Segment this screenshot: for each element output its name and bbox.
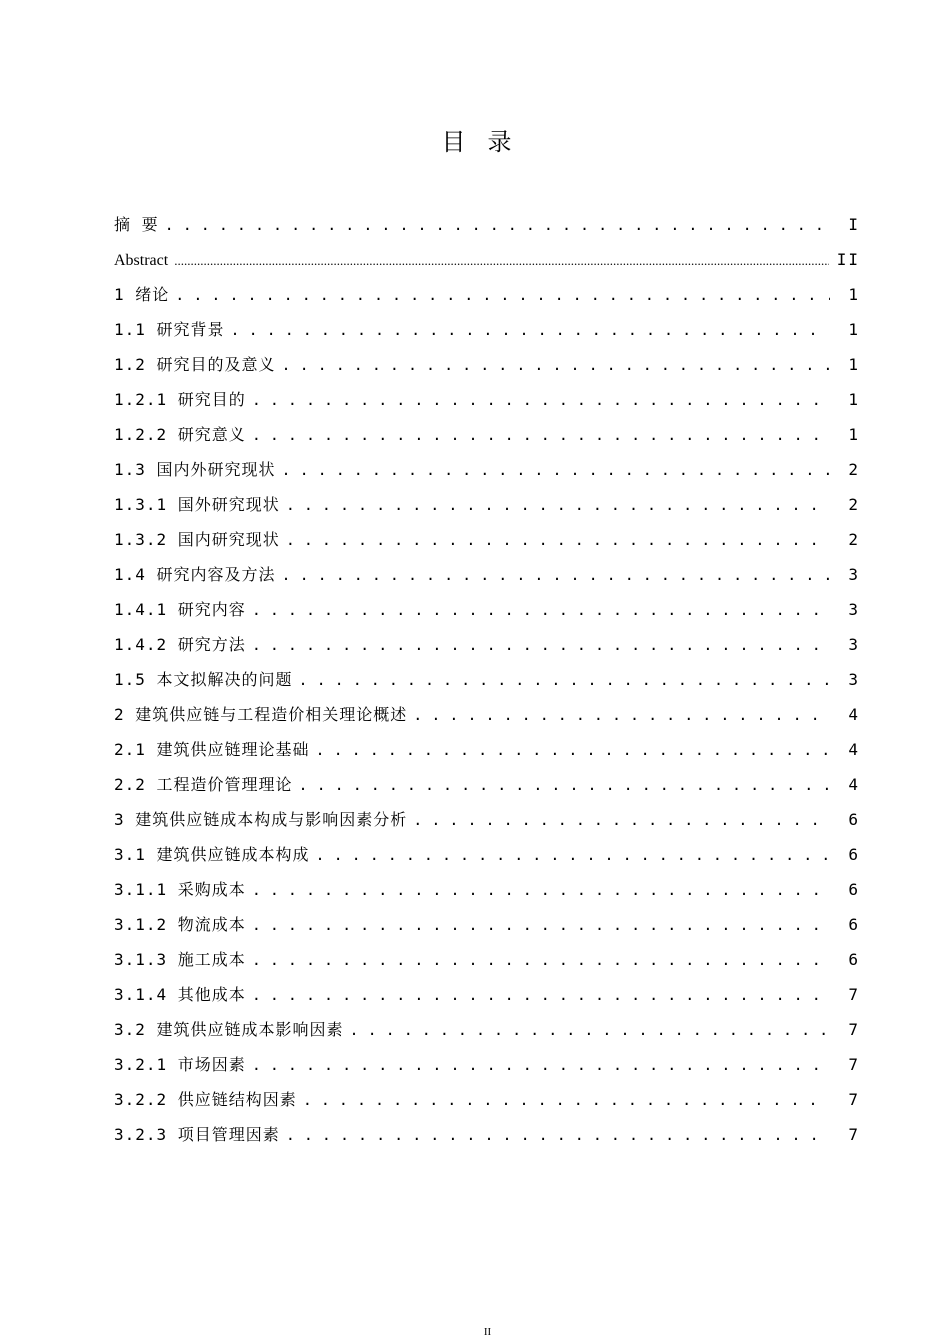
toc-entry-label: 1.3.2 国内研究现状	[114, 530, 280, 549]
toc-entry-label: Abstract	[114, 252, 169, 269]
toc-entry-label: 3.1.2 物流成本	[114, 915, 246, 934]
toc-dot-leader	[252, 421, 830, 449]
toc-entry-label: 1.1 研究背景	[114, 320, 225, 339]
toc-entry-label: 3.1.4 其他成本	[114, 985, 246, 1004]
toc-entry[interactable]	[114, 526, 860, 561]
toc-entry-page: 7	[848, 1055, 860, 1074]
toc-entry[interactable]	[114, 1121, 860, 1156]
toc-dot-leader	[282, 351, 830, 379]
toc-entry-label: 3.1 建筑供应链成本构成	[114, 845, 310, 864]
page-title: 目录	[441, 128, 534, 156]
toc-entry-page: 2	[848, 530, 860, 549]
toc-dot-leader	[282, 561, 830, 589]
toc-entry-page: 3	[848, 635, 860, 654]
toc-entry-page: 2	[848, 460, 860, 479]
toc-dot-leader	[286, 1121, 830, 1149]
toc-entry-label: 3.2.2 供应链结构因素	[114, 1090, 297, 1109]
toc-entry[interactable]	[114, 1016, 860, 1051]
toc-entry[interactable]	[114, 911, 860, 946]
toc-entry-page: 1	[848, 390, 860, 409]
toc-dot-leader	[299, 771, 830, 799]
toc-dot-leader	[316, 841, 830, 869]
toc-entry-page: 6	[848, 810, 860, 829]
toc-entry[interactable]	[114, 421, 860, 456]
toc-dot-leader	[252, 596, 830, 624]
toc-entry-page: 3	[848, 565, 860, 584]
toc-dot-leader	[303, 1086, 830, 1114]
toc-entry-page: 2	[848, 495, 860, 514]
toc-entry-page: 4	[848, 705, 860, 724]
toc-entry-page: 7	[848, 1090, 860, 1109]
toc-entry-page: 3	[848, 600, 860, 619]
toc-entry-label: 3.2.1 市场因素	[114, 1055, 246, 1074]
toc-dot-leader	[413, 701, 830, 729]
toc-dot-leader	[413, 806, 830, 834]
toc-dot-leader	[286, 526, 830, 554]
toc-entry-label: 1.2.2 研究意义	[114, 425, 246, 444]
toc-dot-leader	[252, 631, 830, 659]
toc-entry-page: 6	[848, 950, 860, 969]
toc-entry-page: I	[848, 215, 860, 234]
footer-page-number: II	[483, 1326, 492, 1338]
toc-entry[interactable]	[114, 491, 860, 526]
toc-entry[interactable]	[114, 736, 860, 771]
toc-dot-leader	[299, 666, 830, 694]
toc-entry-label: 1.4.2 研究方法	[114, 635, 246, 654]
toc-entry-page: 7	[848, 985, 860, 1004]
toc-entry-page: 1	[848, 285, 860, 304]
toc-entry[interactable]	[114, 281, 860, 316]
toc-entry[interactable]	[114, 876, 860, 911]
toc-entry-page: 7	[848, 1020, 860, 1039]
table-of-contents	[114, 211, 860, 1156]
toc-entry-page: II	[836, 250, 860, 269]
toc-dot-leader	[175, 281, 830, 309]
toc-dot-leader	[286, 491, 830, 519]
toc-entry-label: 1.3 国内外研究现状	[114, 460, 276, 479]
toc-dot-leader	[252, 386, 830, 414]
toc-entry[interactable]	[114, 771, 860, 806]
toc-entry-label: 摘 要	[114, 215, 159, 234]
toc-entry-page: 1	[848, 320, 860, 339]
toc-entry-label: 3.1.3 施工成本	[114, 950, 246, 969]
toc-entry-label: 3 建筑供应链成本构成与影响因素分析	[114, 810, 408, 829]
toc-entry[interactable]	[114, 666, 860, 701]
toc-dot-leader	[252, 981, 830, 1009]
toc-entry[interactable]	[114, 1086, 860, 1121]
toc-dot-leader	[282, 456, 830, 484]
toc-entry-label: 1 绪论	[114, 285, 170, 304]
toc-dot-leader	[174, 246, 829, 275]
toc-entry[interactable]	[114, 841, 860, 876]
toc-dot-leader	[316, 736, 830, 764]
toc-entry[interactable]	[114, 596, 860, 631]
toc-entry-label: 1.2.1 研究目的	[114, 390, 246, 409]
toc-dot-leader	[252, 911, 830, 939]
toc-entry[interactable]	[114, 946, 860, 981]
toc-entry-label: 2.1 建筑供应链理论基础	[114, 740, 310, 759]
toc-entry-page: 1	[848, 355, 860, 374]
toc-entry[interactable]	[114, 561, 860, 596]
toc-entry-label: 3.2.3 项目管理因素	[114, 1125, 280, 1144]
toc-entry-page: 4	[848, 740, 860, 759]
toc-entry-label: 3.1.1 采购成本	[114, 880, 246, 899]
toc-entry-label: 1.2 研究目的及意义	[114, 355, 276, 374]
toc-entry[interactable]	[114, 806, 860, 841]
toc-entry[interactable]	[114, 456, 860, 491]
toc-dot-leader	[165, 211, 830, 239]
toc-entry-abstract-cn[interactable]	[114, 211, 860, 246]
toc-dot-leader	[231, 316, 830, 344]
toc-entry[interactable]	[114, 631, 860, 666]
toc-entry-label: 1.5 本文拟解决的问题	[114, 670, 293, 689]
toc-dot-leader	[350, 1016, 830, 1044]
toc-entry-page: 4	[848, 775, 860, 794]
toc-entry-page: 7	[848, 1125, 860, 1144]
toc-entry-label: 1.4.1 研究内容	[114, 600, 246, 619]
toc-entry[interactable]	[114, 386, 860, 421]
toc-entry-label: 1.3.1 国外研究现状	[114, 495, 280, 514]
toc-entry-page: 6	[848, 880, 860, 899]
toc-entry[interactable]	[114, 701, 860, 736]
toc-dot-leader	[252, 1051, 830, 1079]
toc-entry-abstract-en[interactable]	[114, 246, 860, 281]
toc-entry[interactable]	[114, 981, 860, 1016]
toc-dot-leader	[252, 946, 830, 974]
toc-entry[interactable]	[114, 316, 860, 351]
toc-entry-page: 3	[848, 670, 860, 689]
toc-entry-label: 2 建筑供应链与工程造价相关理论概述	[114, 705, 408, 724]
toc-entry-label: 1.4 研究内容及方法	[114, 565, 276, 584]
toc-entry-page: 6	[848, 915, 860, 934]
toc-dot-leader	[252, 876, 830, 904]
toc-entry-label: 2.2 工程造价管理理论	[114, 775, 293, 794]
toc-entry-label: 3.2 建筑供应链成本影响因素	[114, 1020, 344, 1039]
toc-entry-page: 6	[848, 845, 860, 864]
toc-entry-page: 1	[848, 425, 860, 444]
toc-entry[interactable]	[114, 351, 860, 386]
toc-entry[interactable]	[114, 1051, 860, 1086]
